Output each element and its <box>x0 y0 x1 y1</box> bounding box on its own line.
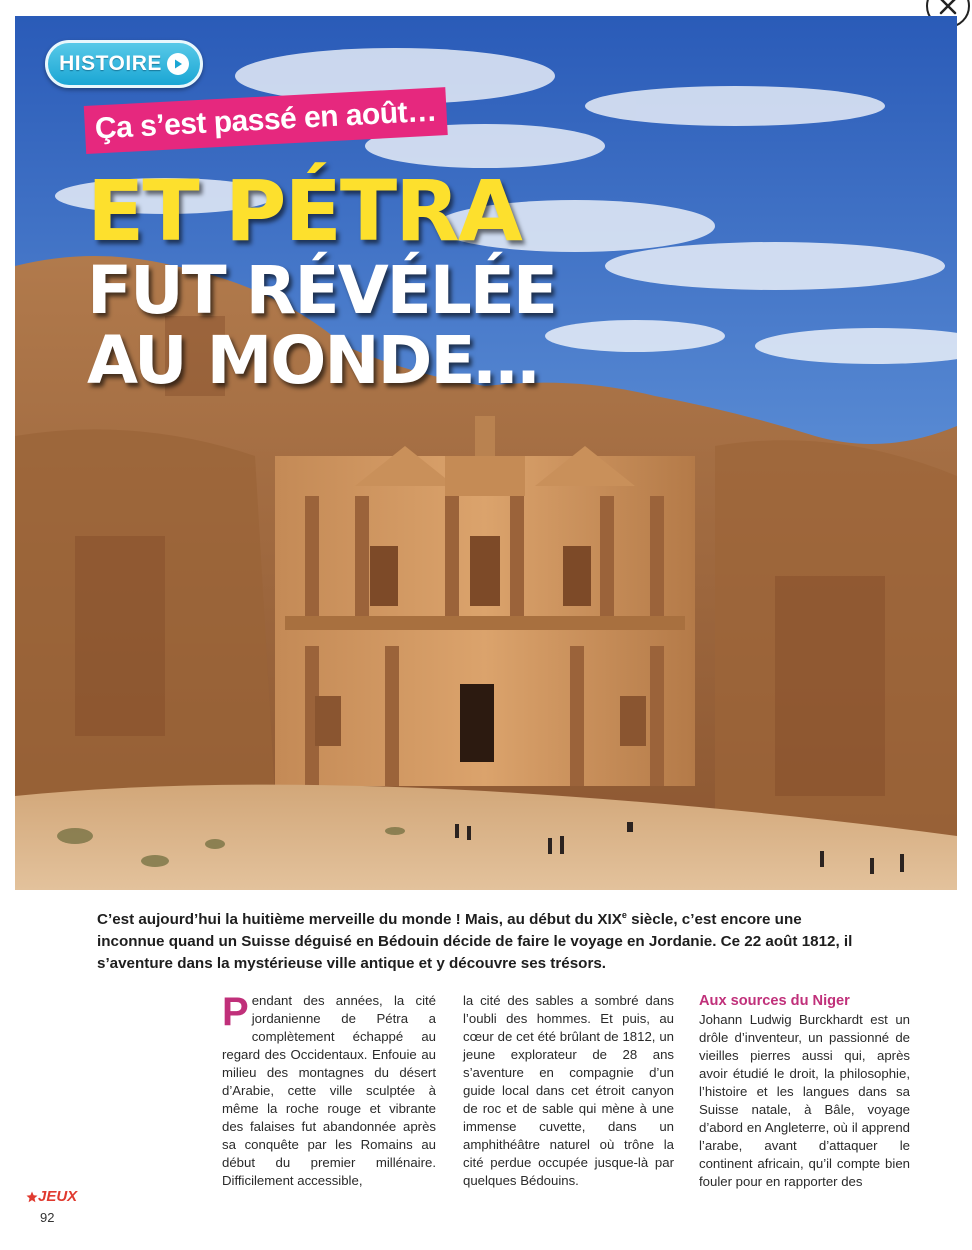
brand-name: JEUX <box>38 1188 78 1205</box>
rubric-badge <box>45 40 203 88</box>
article-column-2 <box>463 992 674 1190</box>
rubric-label: HISTOIRE <box>59 52 162 75</box>
intro-part-1: C’est aujourd’hui la huitième merveille du monde ! Mais, au début du XIX <box>97 911 622 929</box>
section-heading: Aux sources du Niger <box>699 993 850 1009</box>
article-column-3 <box>699 992 910 1191</box>
intro-paragraph <box>97 904 857 975</box>
intro-part-2: siècle, c’est encore une inconnue quand un Suisse déguisé en Bédouin décide de faire le voyage en Jordanie. Ce 22 août 1812, il s’aventure dans la mystérieuse ville antique et y découvre ses trésors. <box>97 911 853 973</box>
intro-superscript: e <box>621 910 627 920</box>
headline-line-3: AU MONDE… <box>87 322 538 399</box>
close-icon <box>937 0 959 17</box>
drop-cap: P <box>222 990 249 1034</box>
kicker-text: Ça s’est passé en août… <box>94 94 438 146</box>
headline-line-2: FUT RÉVÉLÉE <box>87 252 556 329</box>
page-number: 92 <box>40 1210 55 1225</box>
column-1-text: endant des années, la cité jordanienne de Pétra a complètement échappé au regard des Occidentaux. Enfouie au milieu des montagnes du désert d’Arabie, cette ville sculptée à même la roche rouge et vibrante des falaises fut abandonnée après sa conquête par les Romains au début du premier millénaire. Difficilement accessible, <box>222 993 436 1188</box>
headline-line-1: ET PÉTRA <box>87 162 521 260</box>
article-column-1 <box>222 992 436 1190</box>
column-2-text: la cité des sables a sombré dans l’oubli des hommes. Et puis, au cœur de cet été brûlant de 1812, un jeune explorateur de 28 ans s’aventure en compagnie d’un guide local dans cet étroit canyon de roc et de sable qui mène à une immense cuvette, dans un amphithéâtre naturel où trône la cité perdue occupée jusque-là par quelques Bédouins. <box>463 993 674 1188</box>
star-icon <box>26 1191 38 1203</box>
magazine-logo <box>26 1188 77 1205</box>
play-icon <box>167 53 189 75</box>
hero-photo <box>15 16 957 890</box>
column-3-text: Johann Ludwig Burckhardt est un drôle d’inventeur, un passionné de vieilles pierres aussi qui, après avoir étudié le droit, la philosophie, l’histoire et les langues dans sa Suisse natale, à Bâle, voyage d’abord en Angleterre, où il apprend l’arabe, avant d’attaquer le continent africain, qu’il compte bien fouler pour en rapporter des <box>699 1012 910 1189</box>
